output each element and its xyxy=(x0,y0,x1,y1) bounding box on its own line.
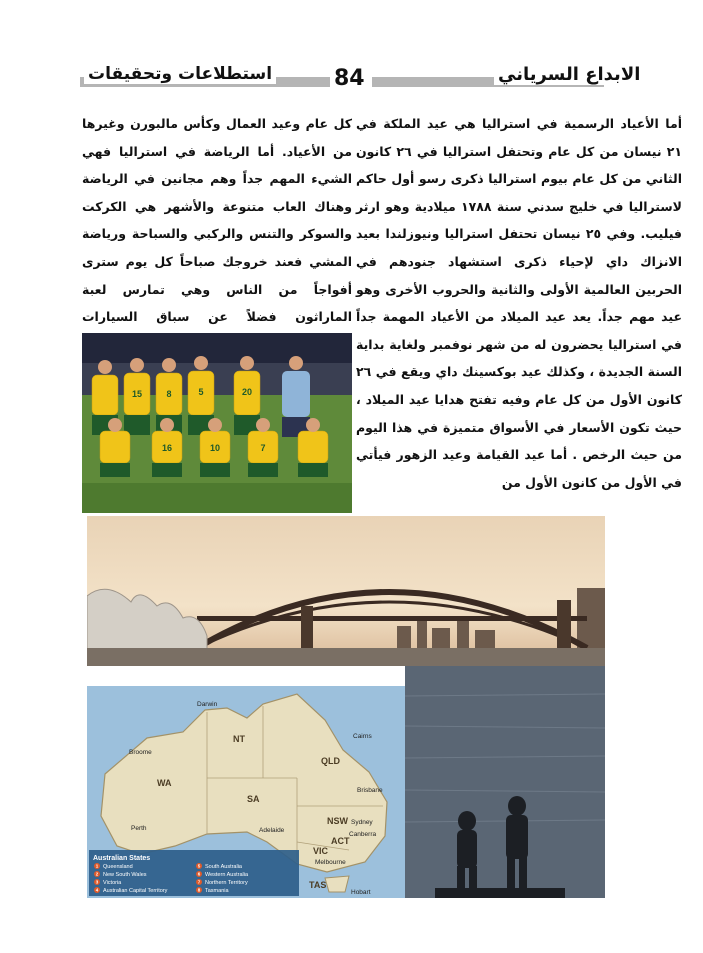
city-label: Darwin xyxy=(197,701,218,708)
city-label: Sydney xyxy=(351,819,373,826)
legend-label: South Australia xyxy=(205,864,242,870)
article-column-left: كل عام وعيد العمال وكأس مالبورن وغيرها من الأعياد. أما الرياضة في استراليا فهي الشيء المهم جداً وهم مجانين في الرياضة وهناك العاب متنوعة والأشهر هي الكركت والسوكر والتنس والركبي والسباحة ورياضة المشي فعند خروجك صباحاً كل يوم سترى أفواجاً من الناس وهي تمارس لعبة الماراثون فضلاً عن سباق السيارات xyxy=(82,116,352,325)
jersey-number: 20 xyxy=(241,387,253,397)
region-label: QLD xyxy=(321,756,340,766)
legend-number: 2 xyxy=(95,871,99,877)
article-column-right: أما الأعياد الرسمية في استراليا هي عيد الملكة في ٢١ نيسان من كل عام وتحتفل استراليا في ٢٦ كانون الثاني من كل عام بيوم استراليا ذكرى رسو أول حاكم لاستراليا في خليج سدني سنة ١٧٨٨ ميلادية وهو ارثر فيليب. وفي ٢٥ نيسان تحتفل استراليا ونيوزلندا بعيد الانزاك داي لإحياء ذكرى استشهاد جنودهم في الحربين العالمية الأولى والثانية والحروب الأخرى وهو عيد مهم جداً. يعد عيد الميلاد من الأعياد المهمة جداً في استراليا يحضرون له من شهر نوفمبر ولغاية بداية السنة الجديدة ، وكذلك عيد بوكسينك داي ويقع في ٢٦ كانون الأول من كل عام وفيه تفتح هدايا عيد الميلاد ، حيث تكون الأسعار في الأسواق متميزة في هذا اليوم من حيث الرخص . أما عيد القيامة وعيد الزهور فيأتي في الأول من كانون الأول من xyxy=(356,116,683,490)
region-label: NT xyxy=(233,734,245,744)
city-label: Perth xyxy=(131,825,147,832)
sea-statues-photo xyxy=(405,666,605,898)
magazine-title: الابداع السرياني xyxy=(494,64,644,85)
region-label: TAS xyxy=(309,880,327,890)
legend-number: 1 xyxy=(95,863,99,869)
region-label: ACT xyxy=(331,836,350,846)
jersey-number: 16 xyxy=(161,443,173,453)
sydney-harbour-photo xyxy=(87,516,605,666)
city-label: Melbourne xyxy=(315,859,346,866)
legend-number: 7 xyxy=(197,879,201,885)
legend-item xyxy=(94,887,168,894)
city-label: Brisbane xyxy=(357,787,383,794)
region-label: VIC xyxy=(313,846,329,856)
jersey-number: 8 xyxy=(166,389,172,399)
legend-number: 5 xyxy=(197,863,201,869)
jersey-number: 15 xyxy=(131,389,143,399)
legend-label: New South Wales xyxy=(103,872,147,878)
jersey-number: 5 xyxy=(198,387,204,397)
jersey-number: 10 xyxy=(209,443,221,453)
city-label: Hobart xyxy=(351,889,371,896)
team-photo xyxy=(82,333,352,513)
legend-number: 3 xyxy=(95,879,99,885)
city-label: Adelaide xyxy=(259,827,285,834)
legend-number: 6 xyxy=(197,871,201,877)
legend-title: Australian States xyxy=(93,855,151,862)
page-header xyxy=(0,64,703,102)
region-label: WA xyxy=(157,778,172,788)
legend-label: Northern Territory xyxy=(205,880,248,886)
city-label: Cairns xyxy=(353,733,372,740)
australia-map xyxy=(87,686,405,898)
legend-label: Australian Capital Territory xyxy=(103,888,168,894)
section-title: استطلاعات وتحقيقات xyxy=(84,64,276,84)
region-label: NSW xyxy=(327,816,348,826)
legend-label: Victoria xyxy=(103,880,122,886)
legend-label: Western Australia xyxy=(205,872,249,878)
city-label: Canberra xyxy=(349,831,377,838)
region-label: SA xyxy=(247,794,260,804)
page-number: 84 xyxy=(334,66,365,91)
legend-label: Tasmania xyxy=(205,888,229,894)
jersey-number: 7 xyxy=(260,443,266,453)
legend-number: 4 xyxy=(95,887,99,893)
city-label: Broome xyxy=(129,749,152,756)
legend-number: 8 xyxy=(197,887,201,893)
legend-label: Queensland xyxy=(103,864,133,870)
